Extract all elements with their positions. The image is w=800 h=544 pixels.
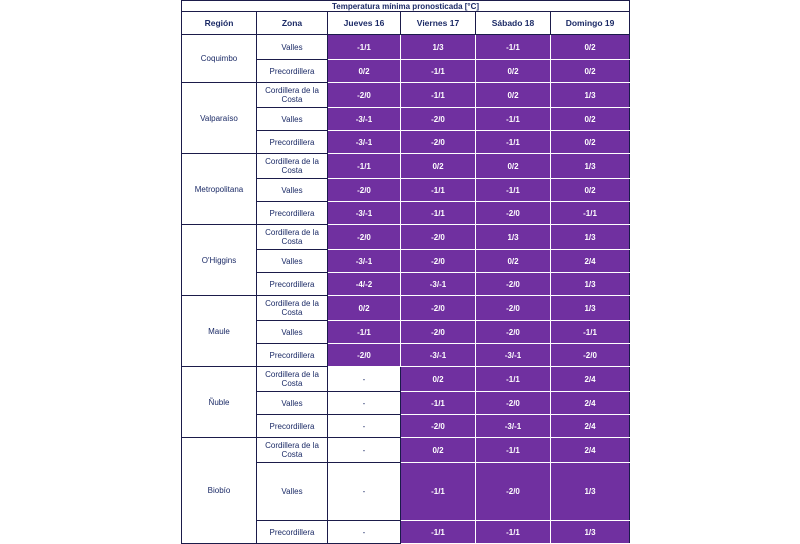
temperature-cell: -1/1 xyxy=(401,392,476,415)
temperature-cell: 2/4 xyxy=(551,250,630,273)
temperature-cell: 0/2 xyxy=(401,367,476,392)
temperature-cell: -3/-1 xyxy=(328,202,401,225)
temperature-cell: -2/0 xyxy=(401,131,476,154)
temperature-cell: -2/0 xyxy=(476,202,551,225)
temperature-cell: -3/-1 xyxy=(328,131,401,154)
temperature-cell: 0/2 xyxy=(476,60,551,83)
temperature-cell: 1/3 xyxy=(551,296,630,321)
temperature-cell: - xyxy=(328,415,401,438)
temperature-cell: -1/1 xyxy=(476,521,551,544)
column-header-day-4: Domingo 19 xyxy=(551,12,630,35)
temperature-cell: -1/1 xyxy=(551,321,630,344)
temperature-cell: -1/1 xyxy=(401,521,476,544)
temperature-cell: 0/2 xyxy=(551,108,630,131)
temperature-cell: 0/2 xyxy=(328,296,401,321)
temperature-cell: -1/1 xyxy=(401,83,476,108)
table-caption: Temperatura mínima pronosticada [°C] xyxy=(182,1,630,12)
region-cell: O'Higgins xyxy=(182,225,257,296)
zona-cell: Valles xyxy=(257,108,328,131)
column-header-zona: Zona xyxy=(257,12,328,35)
zona-cell: Precordillera xyxy=(257,202,328,225)
table-row xyxy=(182,438,630,463)
zona-cell: Precordillera xyxy=(257,131,328,154)
temperature-cell: -3/-1 xyxy=(328,250,401,273)
zona-cell: Valles xyxy=(257,392,328,415)
temperature-cell: -2/0 xyxy=(476,273,551,296)
table-row xyxy=(182,154,630,179)
temperature-cell: -1/1 xyxy=(476,179,551,202)
temperature-cell: -2/0 xyxy=(328,179,401,202)
temperature-cell: -2/0 xyxy=(476,463,551,521)
zona-cell: Cordillera de la Costa xyxy=(257,438,328,463)
zona-cell: Valles xyxy=(257,35,328,60)
temperature-cell: -2/0 xyxy=(476,321,551,344)
temperature-cell: -2/0 xyxy=(328,225,401,250)
temperature-cell: -1/1 xyxy=(476,35,551,60)
temperature-cell: -3/-1 xyxy=(476,344,551,367)
zona-cell: Precordillera xyxy=(257,344,328,367)
column-header-region: Región xyxy=(182,12,257,35)
temperature-cell: -3/-1 xyxy=(476,415,551,438)
temperature-cell: -2/0 xyxy=(328,83,401,108)
temperature-cell: -1/1 xyxy=(476,438,551,463)
temperature-cell: -1/1 xyxy=(551,202,630,225)
region-cell: Valparaíso xyxy=(182,83,257,154)
column-header-day-1: Jueves 16 xyxy=(328,12,401,35)
table-row xyxy=(182,367,630,392)
temperature-cell: 1/3 xyxy=(551,521,630,544)
temperature-cell: - xyxy=(328,521,401,544)
temperature-cell: -2/0 xyxy=(328,344,401,367)
temperature-cell: 0/2 xyxy=(476,250,551,273)
forecast-table xyxy=(181,0,630,544)
temperature-cell: 1/3 xyxy=(551,273,630,296)
temperature-cell: -2/0 xyxy=(401,296,476,321)
temperature-cell: - xyxy=(328,367,401,392)
temperature-cell: 1/3 xyxy=(551,463,630,521)
temperature-cell: -2/0 xyxy=(476,296,551,321)
zona-cell: Cordillera de la Costa xyxy=(257,367,328,392)
temperature-cell: -1/1 xyxy=(401,179,476,202)
temperature-cell: 1/3 xyxy=(551,154,630,179)
temperature-cell: 1/3 xyxy=(551,83,630,108)
zona-cell: Cordillera de la Costa xyxy=(257,83,328,108)
table-row xyxy=(182,83,630,108)
region-cell: Maule xyxy=(182,296,257,367)
temperature-cell: 0/2 xyxy=(551,35,630,60)
temperature-cell: 0/2 xyxy=(551,131,630,154)
temperature-cell: 0/2 xyxy=(476,154,551,179)
temperature-cell: - xyxy=(328,392,401,415)
temperature-cell: 2/4 xyxy=(551,438,630,463)
temperature-cell: 2/4 xyxy=(551,367,630,392)
temperature-cell: 1/3 xyxy=(401,35,476,60)
temperature-cell: - xyxy=(328,438,401,463)
region-cell: Metropolitana xyxy=(182,154,257,225)
temperature-cell: 1/3 xyxy=(476,225,551,250)
region-cell: Coquimbo xyxy=(182,35,257,83)
temperature-cell: -2/0 xyxy=(401,225,476,250)
table-row xyxy=(182,296,630,321)
temperature-cell: -1/1 xyxy=(476,131,551,154)
table-row xyxy=(182,35,630,60)
zona-cell: Valles xyxy=(257,463,328,521)
temperature-cell: -2/0 xyxy=(551,344,630,367)
region-cell: Biobío xyxy=(182,438,257,544)
zona-cell: Cordillera de la Costa xyxy=(257,225,328,250)
zona-cell: Precordillera xyxy=(257,273,328,296)
temperature-cell: -3/-1 xyxy=(328,108,401,131)
temperature-cell: -2/0 xyxy=(401,250,476,273)
temperature-cell: -1/1 xyxy=(401,202,476,225)
zona-cell: Precordillera xyxy=(257,415,328,438)
temperature-cell: -3/-1 xyxy=(401,344,476,367)
temperature-cell: 1/3 xyxy=(551,225,630,250)
temperature-cell: 0/2 xyxy=(401,438,476,463)
zona-cell: Valles xyxy=(257,179,328,202)
temperature-cell: -1/1 xyxy=(328,321,401,344)
temperature-cell: 0/2 xyxy=(551,179,630,202)
temperature-cell: -1/1 xyxy=(476,108,551,131)
column-header-day-3: Sábado 18 xyxy=(476,12,551,35)
column-header-day-2: Viernes 17 xyxy=(401,12,476,35)
temperature-cell: -1/1 xyxy=(401,463,476,521)
table-body xyxy=(182,35,630,544)
temperature-cell: 0/2 xyxy=(328,60,401,83)
temperature-cell: 0/2 xyxy=(401,154,476,179)
temperature-cell: 2/4 xyxy=(551,415,630,438)
zona-cell: Cordillera de la Costa xyxy=(257,296,328,321)
region-cell: Ñuble xyxy=(182,367,257,438)
temperature-cell: -2/0 xyxy=(401,415,476,438)
temperature-cell: -2/0 xyxy=(401,321,476,344)
zona-cell: Valles xyxy=(257,250,328,273)
temperature-cell: -1/1 xyxy=(328,154,401,179)
temperature-cell: -3/-1 xyxy=(401,273,476,296)
temperature-cell: -4/-2 xyxy=(328,273,401,296)
table-row xyxy=(182,225,630,250)
temperature-cell: - xyxy=(328,463,401,521)
temperature-cell: -1/1 xyxy=(328,35,401,60)
zona-cell: Valles xyxy=(257,321,328,344)
temperature-cell: 2/4 xyxy=(551,392,630,415)
zona-cell: Precordillera xyxy=(257,60,328,83)
zona-cell: Precordillera xyxy=(257,521,328,544)
temperature-cell: -1/1 xyxy=(476,367,551,392)
zona-cell: Cordillera de la Costa xyxy=(257,154,328,179)
temperature-cell: -2/0 xyxy=(476,392,551,415)
temperature-cell: -2/0 xyxy=(401,108,476,131)
temperature-cell: -1/1 xyxy=(401,60,476,83)
temperature-cell: 0/2 xyxy=(476,83,551,108)
forecast-table-container xyxy=(181,0,629,544)
temperature-cell: 0/2 xyxy=(551,60,630,83)
